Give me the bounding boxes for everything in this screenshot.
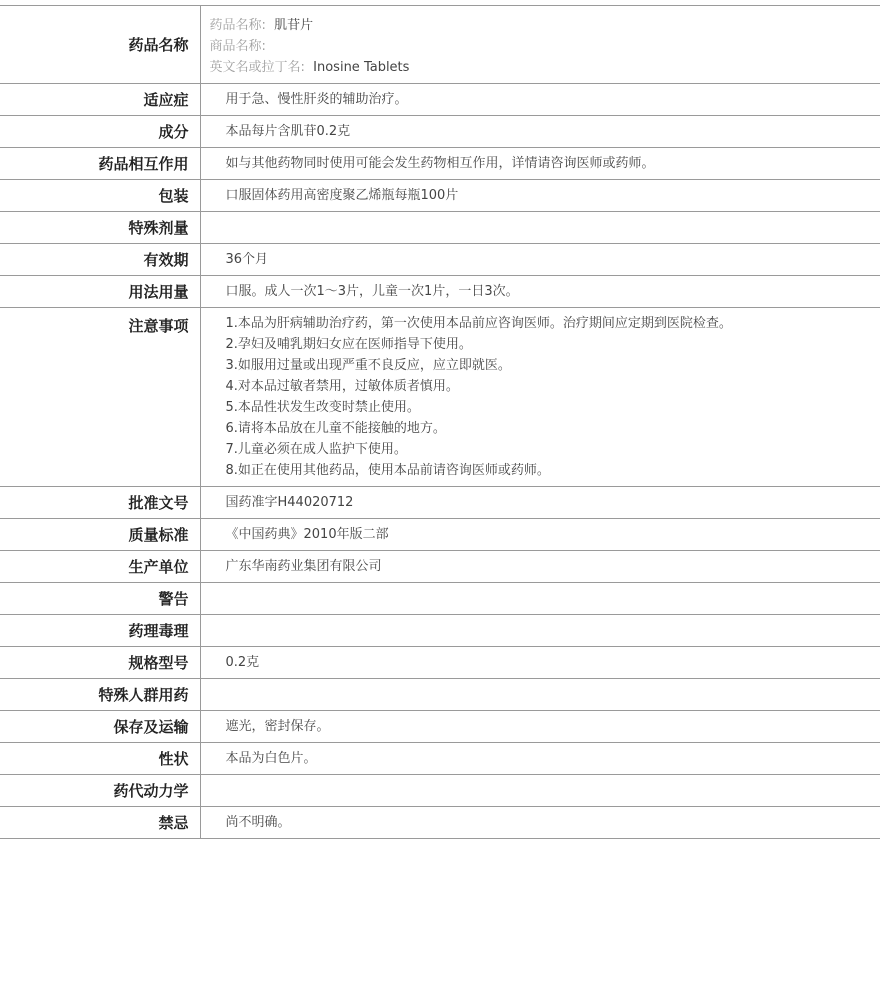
row-appearance — [0, 743, 880, 775]
row-approval-number — [0, 487, 880, 519]
row-value: 36个月 — [225, 252, 269, 267]
row-value — [200, 775, 880, 807]
row-label: 质量标准 — [0, 519, 200, 551]
row-dosage — [0, 276, 880, 308]
precaution-item: 2.孕妇及哺乳期妇女应在医师指导下使用。 — [225, 337, 472, 352]
row-label: 成分 — [0, 116, 200, 148]
generic-name-value: 肌苷片 — [274, 18, 314, 33]
row-label: 保存及运输 — [0, 711, 200, 743]
english-name-line — [210, 57, 880, 78]
row-shelf-life — [0, 244, 880, 276]
precaution-item: 3.如服用过量或出现严重不良反应，应立即就医。 — [225, 358, 511, 373]
row-drug-name — [0, 6, 880, 84]
row-pharmacokinetics — [0, 775, 880, 807]
row-label: 药品相互作用 — [0, 148, 200, 180]
row-value: 用于急、慢性肝炎的辅助治疗。 — [225, 92, 408, 107]
row-specification — [0, 647, 880, 679]
row-packaging — [0, 180, 880, 212]
row-value: 尚不明确。 — [225, 815, 291, 830]
row-label: 有效期 — [0, 244, 200, 276]
row-special-dosage — [0, 212, 880, 244]
precaution-item: 6.请将本品放在儿童不能接触的地方。 — [225, 421, 446, 436]
row-value — [200, 679, 880, 711]
row-value: 口服固体药用高密度聚乙烯瓶每瓶100片 — [225, 188, 459, 203]
row-value — [200, 212, 880, 244]
row-quality-standard — [0, 519, 880, 551]
row-contraindications — [0, 807, 880, 839]
row-label: 用法用量 — [0, 276, 200, 308]
row-label: 禁忌 — [0, 807, 200, 839]
row-label: 特殊剂量 — [0, 212, 200, 244]
trade-name-line — [210, 36, 880, 57]
row-precautions — [0, 308, 880, 487]
row-value: 《中国药典》2010年版二部 — [225, 527, 389, 542]
row-value: 本品每片含肌苷0.2克 — [225, 124, 351, 139]
row-warning — [0, 583, 880, 615]
row-label: 药理毒理 — [0, 615, 200, 647]
generic-name-line — [210, 15, 880, 36]
drug-spec-table — [0, 5, 880, 839]
row-ingredients — [0, 116, 880, 148]
precaution-item: 4.对本品过敏者禁用，过敏体质者慎用。 — [225, 379, 459, 394]
row-value: 本品为白色片。 — [225, 751, 317, 766]
row-value: 0.2克 — [225, 655, 260, 670]
precaution-item: 1.本品为肝病辅助治疗药，第一次使用本品前应咨询医师。治疗期间应定期到医院检查。 — [225, 316, 732, 331]
row-manufacturer — [0, 551, 880, 583]
row-label: 特殊人群用药 — [0, 679, 200, 711]
precaution-item: 5.本品性状发生改变时禁止使用。 — [225, 400, 420, 415]
row-value: 如与其他药物同时使用可能会发生药物相互作用，详情请咨询医师或药师。 — [225, 156, 655, 171]
row-label-drug-name: 药品名称 — [0, 6, 200, 84]
row-label: 性状 — [0, 743, 200, 775]
english-name-value: Inosine Tablets — [313, 60, 410, 75]
row-value — [200, 583, 880, 615]
precaution-item: 8.如正在使用其他药品，使用本品前请咨询医师或药师。 — [225, 463, 550, 478]
row-label: 警告 — [0, 583, 200, 615]
generic-name-key: 药品名称: — [209, 18, 266, 33]
row-value: 口服。成人一次1～3片，儿童一次1片，一日3次。 — [225, 284, 519, 299]
precautions-list — [200, 308, 880, 487]
row-value: 广东华南药业集团有限公司 — [225, 559, 382, 574]
precaution-item: 7.儿童必须在成人监护下使用。 — [225, 442, 407, 457]
row-value: 国药准字H44020712 — [225, 495, 354, 510]
row-interactions — [0, 148, 880, 180]
row-label: 适应症 — [0, 84, 200, 116]
drug-name-details — [200, 6, 880, 84]
row-label: 药代动力学 — [0, 775, 200, 807]
row-pharmacology — [0, 615, 880, 647]
row-special-populations — [0, 679, 880, 711]
row-label: 规格型号 — [0, 647, 200, 679]
row-value — [200, 615, 880, 647]
row-label: 生产单位 — [0, 551, 200, 583]
row-label: 包装 — [0, 180, 200, 212]
row-indication — [0, 84, 880, 116]
row-label-precautions: 注意事项 — [0, 308, 200, 487]
english-name-key: 英文名或拉丁名: — [209, 60, 305, 75]
row-value: 遮光，密封保存。 — [225, 719, 330, 734]
row-storage — [0, 711, 880, 743]
trade-name-key: 商品名称: — [209, 39, 266, 54]
row-label: 批准文号 — [0, 487, 200, 519]
